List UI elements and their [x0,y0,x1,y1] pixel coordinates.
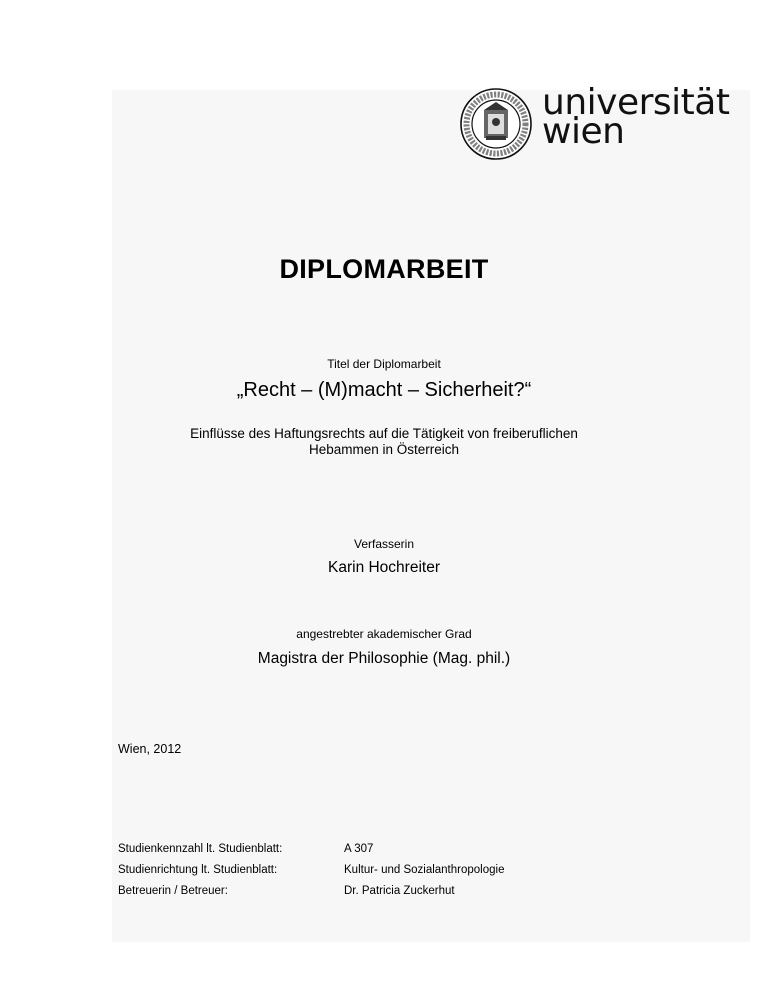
logo-line-universitaet: universität [542,82,730,123]
thesis-subtitle [0,426,768,458]
document-type-heading: DIPLOMARBEIT [279,254,489,284]
meta-value: Kultur- und Sozialanthropologie [344,863,505,876]
meta-key: Studienkennzahl lt. Studienblatt: [118,842,283,855]
place-date: Wien, 2012 [118,742,182,756]
thesis-title: „Recht – (M)macht – Sicherheit?“ [236,379,532,401]
author-name: Karin Hochreiter [328,559,440,576]
study-metadata [118,838,504,901]
title-page [112,82,750,942]
meta-row [118,859,504,880]
degree-label: angestrebter akademischer Grad [296,627,472,641]
university-seal-logo [460,88,532,160]
meta-row [118,880,504,901]
degree-name: Magistra der Philosophie (Mag. phil.) [257,650,511,667]
meta-key: Studienrichtung lt. Studienblatt: [118,863,278,876]
subtitle-line-2: Hebammen in Österreich [308,442,460,457]
meta-value: A 307 [344,842,374,855]
subtitle-line-1: Einflüsse des Haftungsrechts auf die Tätigkeit von freiberuflichen [190,426,578,441]
meta-row [118,838,504,859]
meta-value: Dr. Patricia Zuckerhut [344,884,455,897]
university-logo-text [542,82,730,152]
author-label: Verfasserin [353,537,415,551]
logo-line-wien: wien [542,111,625,152]
title-label: Titel der Diplomarbeit [327,357,441,371]
meta-key: Betreuerin / Betreuer: [118,884,228,897]
